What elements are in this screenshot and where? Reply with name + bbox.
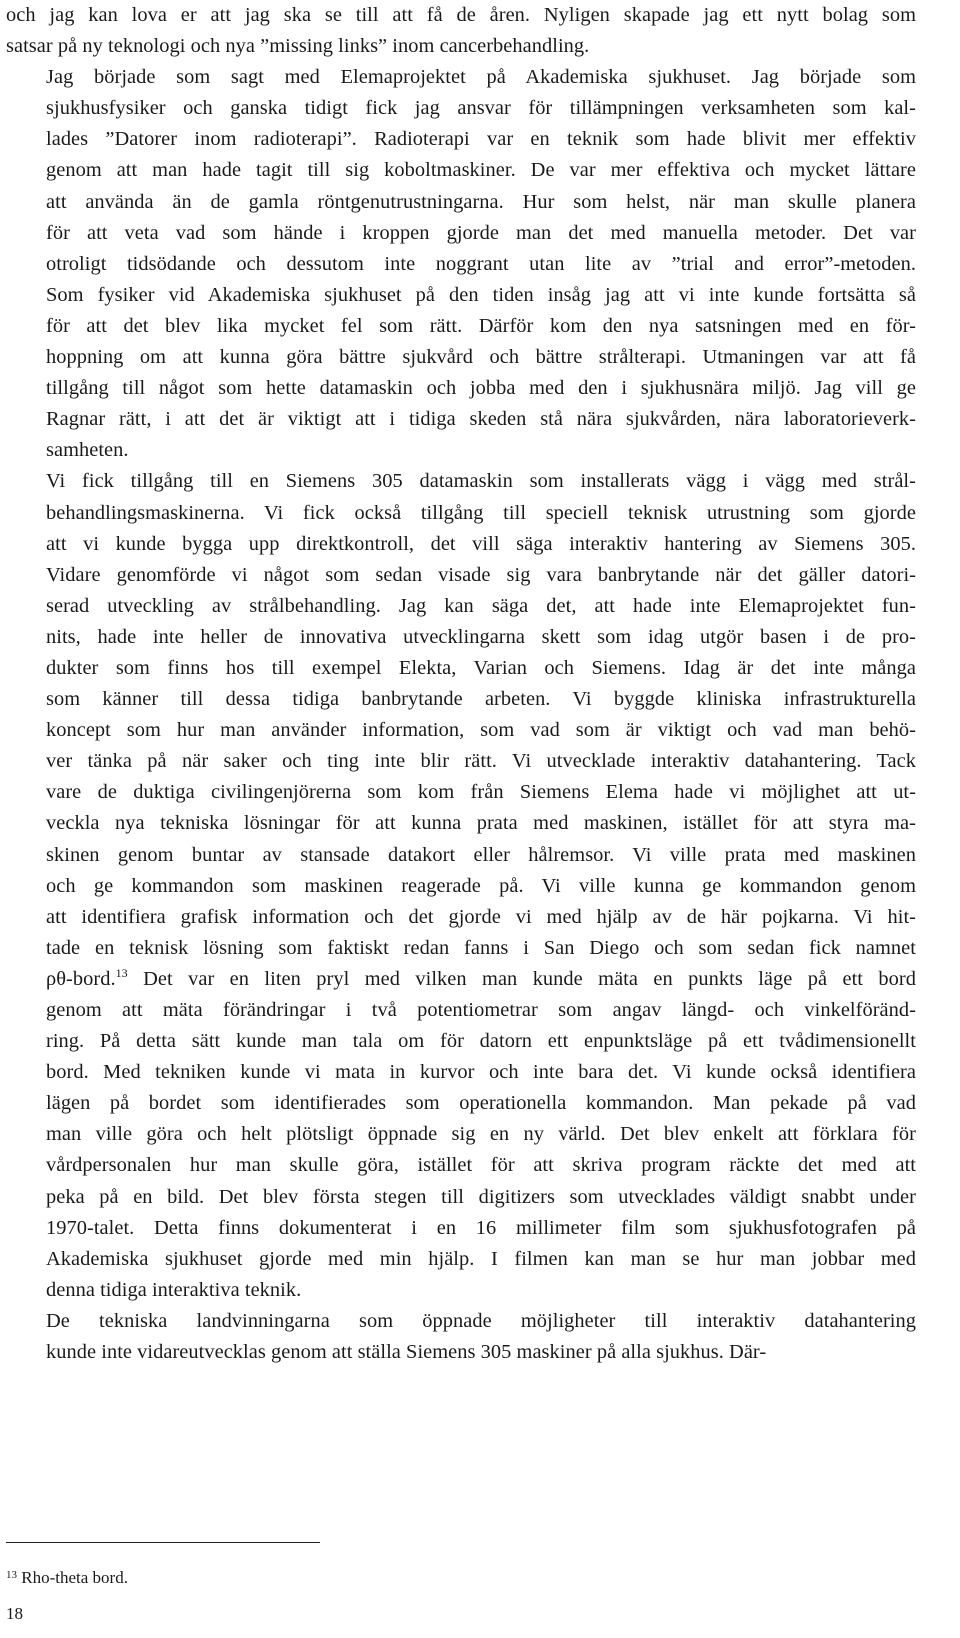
text-line: tade en teknisk lösning som faktiskt redan fanns i San Diego och som sedan fick namnet bbox=[46, 936, 916, 959]
text-line: att identifiera grafisk information och det gjorde vi med hjälp av de här pojkarna. Vi hit- bbox=[46, 905, 916, 928]
text-line: genom att mäta förändringar i två potentiometrar som angav längd- och vinkelföränd- bbox=[46, 999, 916, 1021]
text-line: ρθ-bord.$^{13}$ Det var en liten pryl med vilken man kunde mäta en punkts läge på ett bord bbox=[46, 965, 916, 990]
text-line: som känner till dessa tidiga banbrytande arbeten. Vi byggde kliniska infrastrukturella bbox=[46, 688, 916, 711]
paragraph bbox=[6, 1306, 916, 1368]
text-line: hoppning om att kunna göra bättre sjukvård och bättre strålterapi. Utmaningen var att få bbox=[46, 346, 916, 369]
text-line: otroligt tidsödande och dessutom inte noggrant utan lite av ”trial and error”-metoden. bbox=[46, 252, 916, 275]
text-line: koncept som hur man använder information, som vad som är viktigt och vad man behö- bbox=[46, 719, 916, 742]
paragraph bbox=[6, 0, 916, 62]
text-line: veckla nya tekniska lösningar för att kunna prata med maskinen, istället för att styra ma- bbox=[46, 812, 916, 835]
text-line: denna tidiga interaktiva teknik. bbox=[46, 1278, 302, 1301]
text-line: tillgång till något som hette datamaskin och jobba med den i sjukhusnära miljö. Jag vill ge bbox=[46, 377, 916, 400]
paragraph bbox=[6, 466, 916, 1306]
text-line: och ge kommandon som maskinen reagerade på. Vi ville kunna ge kommandon genom bbox=[46, 874, 916, 897]
text-line: Ragnar rätt, i att det är viktigt att i tidiga skeden stå nära sjukvården, nära laboratorieverk- bbox=[46, 408, 916, 431]
text-line: Vidare genomförde vi något som sedan visade sig vara banbrytande när det gäller datori- bbox=[46, 563, 916, 586]
text-line: vare de duktiga civilingenjörerna som kom från Siemens Elema hade vi möjlighet att ut- bbox=[46, 781, 916, 804]
text-line: De tekniska landvinningarna som öppnade möjligheter till interaktiv datahantering bbox=[46, 1309, 916, 1332]
text-line: lägen på bordet som identifierades som operationella kommandon. Man pekade på vad bbox=[46, 1092, 916, 1115]
text-line: Som fysiker vid Akademiska sjukhuset på den tiden insåg jag att vi inte kunde fortsätta så bbox=[46, 283, 916, 306]
text-line: bord. Med tekniken kunde vi mata in kurvor och inte bara det. Vi kunde också identifiera bbox=[46, 1061, 916, 1084]
footnote-divider bbox=[6, 1542, 320, 1543]
text-line: skinen genom buntar av stansade datakort eller hålremsor. Vi ville prata med maskinen bbox=[46, 843, 916, 866]
body-text bbox=[6, 0, 916, 1368]
text-line: ver tänka på när saker och ting inte blir rätt. Vi utvecklade interaktiv datahantering. Tack bbox=[46, 750, 916, 773]
footnote-text: Rho-theta bord. bbox=[17, 1568, 128, 1587]
footnote-reference: 13 bbox=[115, 965, 128, 980]
text-line: satsar på ny teknologi och nya ”missing links” inom cancerbehandling. bbox=[6, 35, 590, 58]
text-line: för att det blev lika mycket fel som rätt. Därför kom den nya satsningen med en för- bbox=[46, 314, 916, 337]
text-line: serad utveckling av strålbehandling. Jag kan säga det, att hade inte Elemaprojektet fun- bbox=[46, 594, 916, 617]
text-line: behandlingsmaskinerna. Vi fick också tillgång till speciell teknisk utrustning som gjorde bbox=[46, 501, 916, 524]
text-line: för att veta vad som hände i kroppen gjorde man det med manuella metoder. Det var bbox=[46, 221, 916, 244]
text-line: och jag kan lova er att jag ska se till att få de åren. Nyligen skapade jag ett nytt bolag som bbox=[6, 4, 916, 26]
footnote bbox=[6, 1567, 128, 1589]
page-number: 18 bbox=[6, 1604, 23, 1623]
footnote-number: 13 bbox=[6, 1569, 17, 1581]
text-line: lades ”Datorer inom radioterapi”. Radioterapi var en teknik som hade blivit mer effektiv bbox=[46, 128, 916, 151]
text-line: man ville göra och helt plötsligt öppnade sig en ny värld. Det blev enkelt att förklara för bbox=[46, 1123, 916, 1146]
text-line: Vi fick tillgång till en Siemens 305 datamaskin som installerats vägg i vägg med strål- bbox=[46, 470, 916, 493]
text-line: dukter som finns hos till exempel Elekta, Varian och Siemens. Idag är det inte många bbox=[46, 656, 916, 679]
text-line: samheten. bbox=[46, 439, 129, 462]
text-line: Jag började som sagt med Elemaprojektet på Akademiska sjukhuset. Jag började som bbox=[46, 66, 916, 89]
text-line: vårdpersonalen hur man skulle göra, istället för att skriva program räckte det med att bbox=[46, 1154, 916, 1177]
text-line: genom att man hade tagit till sig koboltmaskiner. De var mer effektiva och mycket lättare bbox=[46, 159, 916, 182]
text-line: sjukhusfysiker och ganska tidigt fick jag ansvar för tillämpningen verksamheten som kal- bbox=[46, 97, 916, 120]
text-line: nits, hade inte heller de innovativa utvecklingarna skett som idag utgör basen i de pro- bbox=[46, 625, 916, 648]
text-line: 1970-talet. Detta finns dokumenterat i en 16 millimeter film som sjukhusfotografen på bbox=[46, 1216, 916, 1239]
text-line: peka på en bild. Det blev första stegen till digitizers som utvecklades väldigt snabbt under bbox=[46, 1185, 916, 1208]
text-line: att vi kunde bygga upp direktkontroll, det vill säga interaktiv hantering av Siemens 305. bbox=[46, 532, 916, 555]
text-line: kunde inte vidareutvecklas genom att ställa Siemens 305 maskiner på alla sjukhus. Där- bbox=[46, 1341, 767, 1364]
text-line: att använda än de gamla röntgenutrustningarna. Hur som helst, när man skulle planera bbox=[46, 190, 916, 213]
text-line: Akademiska sjukhuset gjorde med min hjälp. I filmen kan man se hur man jobbar med bbox=[46, 1247, 916, 1270]
text-line: ring. På detta sätt kunde man tala om för datorn ett enpunktsläge på ett tvådimensionellt bbox=[46, 1030, 916, 1053]
paragraph bbox=[6, 62, 916, 466]
